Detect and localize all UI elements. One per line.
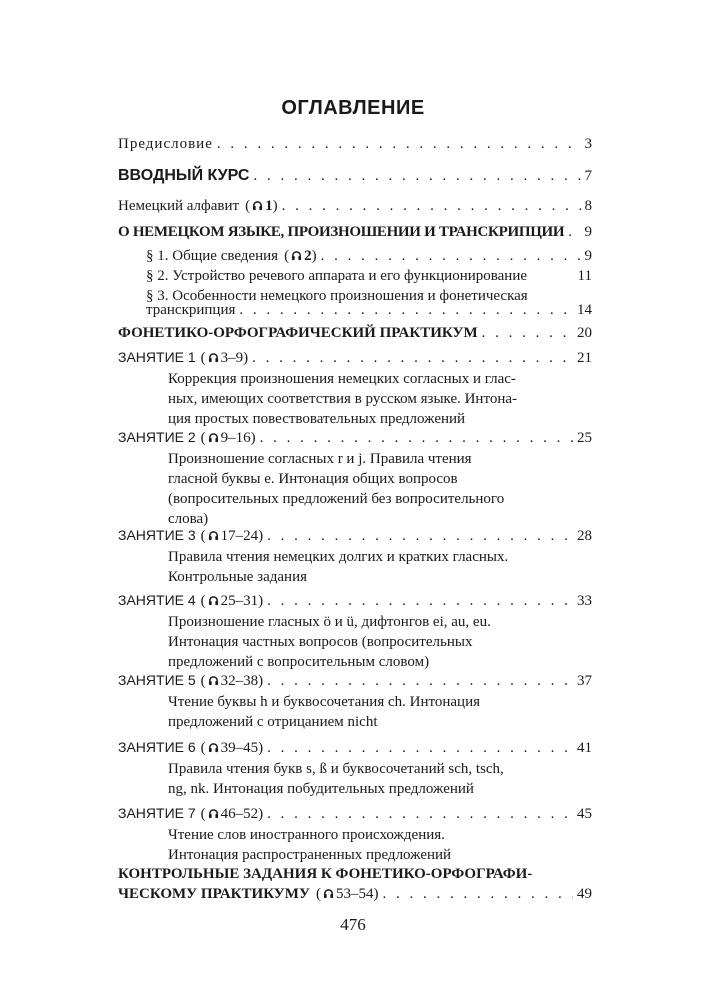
leader-dots [267, 591, 573, 611]
headphones-icon [252, 200, 263, 211]
leader-dots [568, 222, 580, 242]
toc-label: Немецкий алфавит [118, 198, 240, 214]
toc-entry-about-german[interactable] [118, 222, 592, 242]
toc-entry-lesson-5[interactable]: ЗАНЯТИЕ 5 ( 32–38) . . . 37 [118, 670, 592, 691]
toc-label: ЧЕСКОМУ ПРАКТИКУМУ [118, 886, 310, 902]
toc-entry-section-3-cont[interactable] [146, 300, 592, 320]
description-line: предложений с вопросительным словом) [168, 654, 430, 670]
leader-dots [267, 671, 573, 691]
audio-track: 39–45 [220, 740, 259, 756]
audio-track: 53–54 [335, 886, 374, 902]
toc-page-number: 37 [577, 673, 592, 689]
toc-page-number: 9 [584, 248, 592, 264]
toc-label: ЗАНЯТИЕ 7 [118, 805, 196, 821]
audio-track: 17–24 [220, 528, 259, 544]
page-number: 476 [340, 915, 366, 934]
leader-dots [253, 166, 580, 186]
description-line: слова) [168, 511, 209, 527]
leader-dots [267, 526, 573, 546]
description-line: Правила чтения букв s, ß и буквосочетаний sch, tsch, [168, 761, 504, 777]
leader-dots [260, 428, 573, 448]
toc-page-number: 45 [577, 806, 592, 822]
toc-entry-lesson-6[interactable]: ЗАНЯТИЕ 6 ( 39–45) . . . 41 [118, 737, 592, 758]
toc-label: ЗАНЯТИЕ 4 [118, 592, 196, 608]
description-line: (вопросительных предложений без вопросительного [168, 491, 505, 507]
description-line: Интонация частных вопросов (вопросительных [168, 634, 473, 650]
toc-entry-lesson-2[interactable]: ЗАНЯТИЕ 2 ( 9–16) . . . 25 [118, 427, 592, 448]
audio-track: 46–52 [220, 806, 259, 822]
description-line: ция простых повествовательных предложений [168, 411, 466, 427]
toc-label: ЗАНЯТИЕ 6 [118, 739, 196, 755]
toc-page-number: 25 [577, 430, 592, 446]
toc-entry-preface[interactable] [118, 134, 592, 154]
description-line: Произношение гласных ö и ü, дифтонгов ei, au, eu. [168, 614, 491, 630]
toc-entry-lesson-4[interactable]: ЗАНЯТИЕ 4 ( 25–31) . . . 33 [118, 590, 592, 611]
audio-track: 3–9 [220, 350, 244, 366]
description-line: Контрольные задания [168, 569, 307, 585]
toc-label: § 1. Общие сведения [146, 248, 279, 264]
lesson-description [168, 759, 588, 799]
toc-entry-control-tasks[interactable] [118, 864, 592, 884]
toc-page-number: 20 [577, 325, 592, 341]
toc-label: транскрипция [146, 302, 236, 318]
description-line: Коррекция произношения немецких согласных и глас- [168, 371, 516, 387]
toc-label: О НЕМЕЦКОМ ЯЗЫКЕ, ПРОИЗНОШЕНИИ И ТРАНСКРИПЦИИ [118, 224, 565, 240]
toc-page-number: 41 [577, 740, 592, 756]
toc-label: § 2. Устройство речевого аппарата и его функционирование [146, 268, 528, 284]
lesson-description [168, 369, 588, 429]
leader-dots [239, 300, 573, 320]
page-title: ОГЛАВЛЕНИЕ [281, 97, 425, 119]
toc-label: Предисловие [118, 136, 213, 152]
toc-page-number: 49 [577, 886, 592, 902]
description-line: гласной буквы e. Интонация общих вопросов [168, 471, 458, 487]
leader-dots [267, 738, 573, 758]
toc-label: КОНТРОЛЬНЫЕ ЗАДАНИЯ К ФОНЕТИКО-ОРФОГРАФИ- [118, 866, 533, 882]
toc-label: ФОНЕТИКО-ОРФОГРАФИЧЕСКИЙ ПРАКТИКУМ [118, 325, 478, 341]
leader-dots [321, 246, 581, 266]
audio-track: 9–16 [220, 430, 251, 446]
description-line: Чтение буквы h и буквосочетания ch. Интонация [168, 694, 480, 710]
leader-dots [267, 804, 573, 824]
headphones-icon [208, 530, 219, 541]
leader-dots [482, 323, 573, 343]
description-line: предложений с отрицанием nicht [168, 714, 378, 730]
headphones-icon [291, 250, 302, 261]
lesson-description [168, 449, 588, 529]
lesson-description [168, 825, 588, 865]
audio-track: 32–38 [220, 673, 259, 689]
toc-page-number: 21 [577, 350, 592, 366]
description-line: ных, имеющих соответствия в русском языке. Интона- [168, 391, 517, 407]
headphones-icon [323, 888, 334, 899]
toc-page-number: 11 [577, 268, 592, 284]
description-line: Чтение слов иностранного происхождения. [168, 827, 445, 843]
audio-track: 25–31 [220, 593, 259, 609]
lesson-description [168, 692, 588, 732]
toc-page-number: 7 [584, 168, 592, 184]
toc-page-number: 28 [577, 528, 592, 544]
toc-entry-section-2[interactable] [146, 266, 592, 286]
headphones-icon [208, 742, 219, 753]
headphones-icon [208, 808, 219, 819]
toc-label: ЗАНЯТИЕ 2 [118, 429, 196, 445]
toc-label: ЗАНЯТИЕ 3 [118, 527, 196, 543]
leader-dots [252, 348, 573, 368]
leader-dots [282, 196, 581, 216]
toc-entry-control-tasks-cont[interactable]: ЧЕСКОМУ ПРАКТИКУМУ ( 53–54) . . . 49 [118, 884, 592, 904]
headphones-icon [208, 432, 219, 443]
toc-page-number: 33 [577, 593, 592, 609]
lesson-description [168, 612, 588, 672]
toc-entry-section-1[interactable]: § 1. Общие сведения ( 2) . . . 9 [146, 246, 592, 266]
toc-label: ЗАНЯТИЕ 1 [118, 349, 196, 365]
toc-page-number: 9 [584, 224, 592, 240]
audio-track: 2 [304, 248, 312, 264]
toc-label: ЗАНЯТИЕ 5 [118, 672, 196, 688]
toc-page-number: 14 [577, 302, 592, 318]
toc-label: § 3. Особенности немецкого произношения и фонетическая [146, 288, 528, 304]
audio-track: 1 [265, 198, 273, 214]
toc-entry-practicum[interactable] [118, 323, 592, 343]
leader-dots [217, 134, 581, 154]
toc-page-number: 3 [584, 136, 592, 152]
description-line: Интонация распространенных предложений [168, 847, 452, 863]
headphones-icon [208, 352, 219, 363]
toc-entry-lesson-7[interactable]: ЗАНЯТИЕ 7 ( 46–52) . . . 45 [118, 803, 592, 824]
description-line: Правила чтения немецких долгих и кратких гласных. [168, 549, 509, 565]
headphones-icon [208, 595, 219, 606]
leader-dots [382, 884, 573, 904]
toc-entry-intro-course[interactable] [118, 166, 592, 186]
toc-entry-alphabet[interactable]: Немецкий алфавит ( 1) . . . 8 [118, 196, 592, 216]
description-line: Произношение согласных r и j. Правила чтения [168, 451, 472, 467]
toc-entry-lesson-1[interactable]: ЗАНЯТИЕ 1 ( 3–9) . . . 21 [118, 347, 592, 368]
lesson-description [168, 547, 588, 587]
toc-entry-lesson-3[interactable]: ЗАНЯТИЕ 3 ( 17–24) . . . 28 [118, 525, 592, 546]
toc-page-number: 8 [584, 198, 592, 214]
headphones-icon [208, 675, 219, 686]
description-line: ng, nk. Интонация побудительных предложений [168, 781, 474, 797]
toc-label: ВВОДНЫЙ КУРС [118, 167, 250, 184]
